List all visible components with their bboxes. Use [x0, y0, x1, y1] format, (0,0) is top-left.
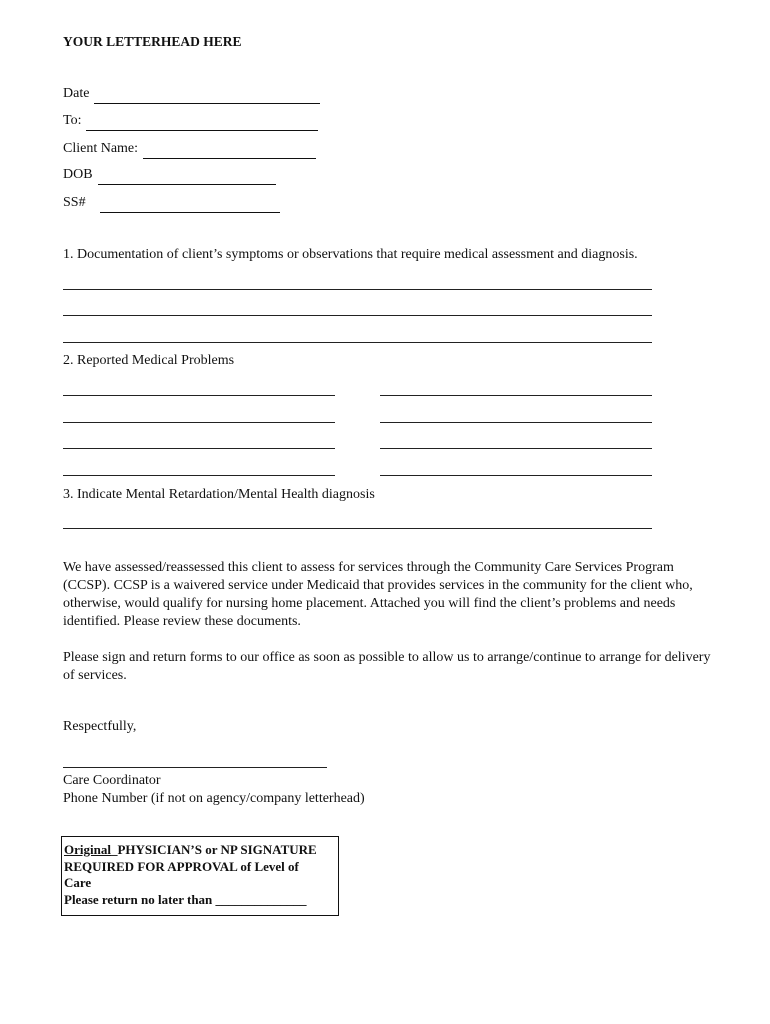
client-name-label: Client Name: [63, 141, 139, 156]
notice-line-2: REQUIRED FOR APPROVAL of Level of [64, 858, 299, 874]
section-2-left-line-4 [63, 475, 335, 476]
ss-label: SS# [63, 195, 86, 210]
dob-label: DOB [63, 167, 93, 182]
dob-blank-line [98, 169, 276, 185]
return-forms-paragraph: Please sign and return forms to our office as soon as possible to allow us to arrange/continue to arrange for delivery of services. [63, 650, 711, 683]
notice-line-1-rest: _PHYSICIAN’S or NP SIGNATURE [110, 842, 317, 857]
section-2-left-line-2 [63, 422, 335, 423]
notice-line-1 [64, 842, 338, 859]
closing: Respectfully, [63, 719, 137, 734]
client-name-blank-line [143, 143, 316, 159]
original-label: Original [64, 842, 111, 857]
physician-signature-notice-box [61, 836, 339, 916]
signer-title: Care Coordinator [63, 773, 161, 788]
ss-field [63, 193, 280, 213]
to-field [63, 111, 318, 131]
notice-line-3: Care [64, 875, 92, 890]
ss-blank-line [100, 197, 280, 213]
to-label: To: [63, 113, 82, 128]
letterhead-placeholder: YOUR LETTERHEAD HERE [63, 34, 242, 49]
section-2-left-line-1 [63, 395, 335, 396]
section-1-line-2 [63, 315, 652, 316]
client-name-field [63, 139, 316, 159]
section-2-right-line-3 [380, 448, 652, 449]
section-1-line-3 [63, 342, 652, 343]
dob-field [63, 165, 276, 185]
date-field [63, 84, 320, 104]
signature-line [63, 767, 327, 768]
signer-phone: Phone Number (if not on agency/company letterhead) [63, 791, 365, 806]
notice-line-4: Please return no later than ______________ [64, 891, 307, 907]
section-1-line-1 [63, 289, 652, 290]
section-1-heading: 1. Documentation of client’s symptoms or observations that require medical assessment and diagnosis. [63, 247, 638, 262]
section-2-right-line-2 [380, 422, 652, 423]
section-2-left-line-3 [63, 448, 335, 449]
date-label: Date [63, 86, 90, 101]
section-2-right-line-1 [380, 395, 652, 396]
section-2-right-line-4 [380, 475, 652, 476]
section-2-heading: 2. Reported Medical Problems [63, 353, 235, 368]
to-blank-line [86, 115, 318, 131]
section-3-heading: 3. Indicate Mental Retardation/Mental Health diagnosis [63, 487, 375, 502]
date-blank-line [94, 88, 320, 104]
assessment-paragraph: We have assessed/reassessed this client to assess for services through the Community Care Services Program (CCSP). CCSP is a waivered service under Medicaid that provides services in the community for the client who, otherwise, would qualify for nursing home placement. Attached you will find the client’s problems and needs identified. Please review these documents. [63, 560, 693, 629]
section-3-line [63, 528, 652, 529]
